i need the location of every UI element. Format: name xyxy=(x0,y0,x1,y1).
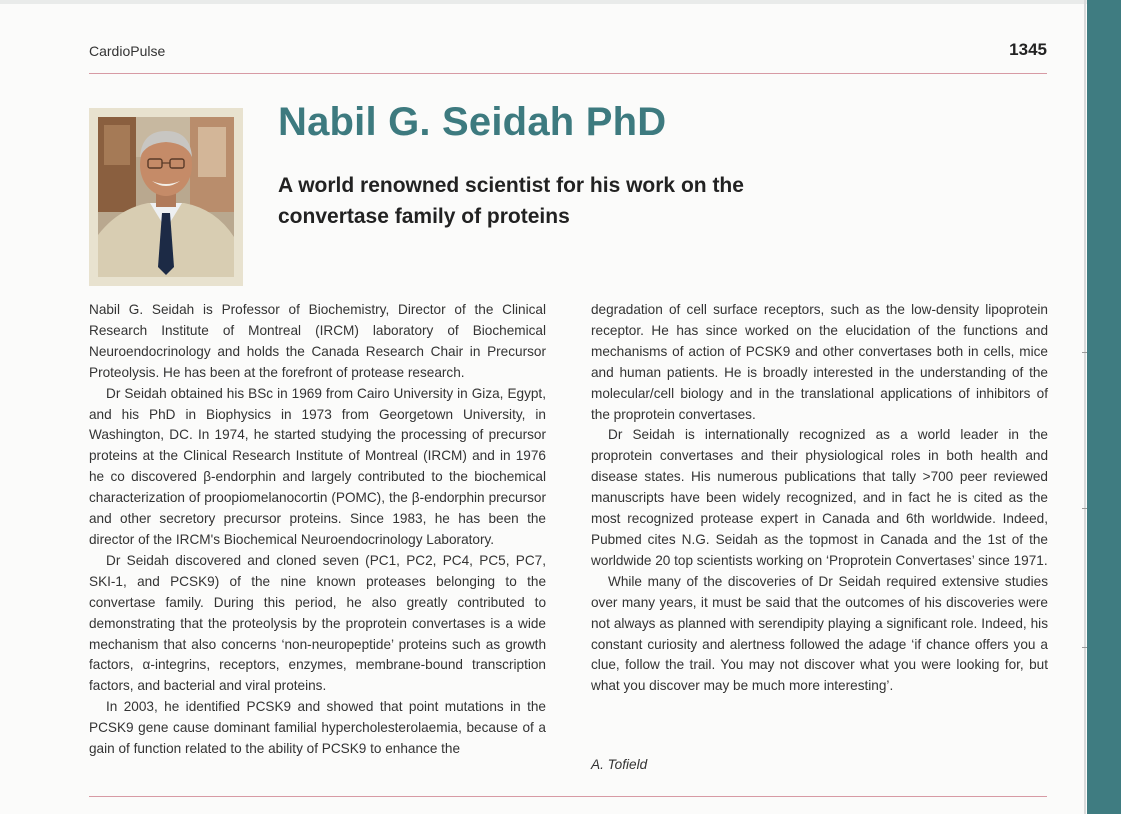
paragraph: Dr Seidah obtained his BSc in 1969 from Cairo University in Giza, Egypt, and his PhD in Biophysics in 1973 from Georgetown University, in Washington, DC. In 1974, he started studying the processing of precursor proteins at the Clinical Research Institute of Montreal (IRCM) and in 1976 he co discovered β-endorphin and largely contributed to the biochemical characterization of proopiomelanocortin (POMC), the β-endorphin precursor and other secretory precursor proteins. Since 1983, he has been the director of the IRCM's Biochemical Neuroendocrinology Laboratory. xyxy=(89,385,546,547)
subtitle-line-2: convertase family of proteins xyxy=(278,205,570,228)
article-title: Nabil G. Seidah PhD xyxy=(278,100,667,144)
left-column xyxy=(89,300,546,760)
paragraph: Dr Seidah is internationally recognized as a world leader in the proprotein convertases and their physiological roles in both health and disease states. His numerous publications that tally >700 peer reviewed manuscripts have been widely recognized, and in fact he is cited as the most recognized protease expert in Canada and 6th worldwide. Indeed, Pubmed cites N.G. Seidah as the topmost in Canada and the 1st of the worldwide 20 top scientists working on ‘Proprotein Convertases’ since 1971. xyxy=(591,427,1048,568)
author-signature: A. Tofield xyxy=(591,757,648,772)
header-rule xyxy=(89,73,1047,74)
right-column xyxy=(591,300,1048,697)
top-edge xyxy=(0,0,1121,4)
running-head: CardioPulse xyxy=(89,43,166,59)
paragraph: While many of the discoveries of Dr Seidah required extensive studies over many years, it must be said that the outcomes of his discoveries were not always as planned with serendipity playing a significant role. Indeed, his constant curiosity and alertness followed the adage ‘if chance offers you a clue, follow the trail. You may not discover what you were looking for, but what you discover may be much more interesting’. xyxy=(591,573,1048,694)
article-subtitle xyxy=(278,170,878,232)
page-edge-line xyxy=(1084,0,1086,814)
portrait-image xyxy=(98,117,234,277)
subtitle-line-1: A world renowned scientist for his work on the xyxy=(278,174,744,197)
footer-rule xyxy=(89,796,1047,797)
paragraph: Dr Seidah discovered and cloned seven (PC1, PC2, PC4, PC5, PC7, SKI-1, and PCSK9) of the nine known proteases belonging to the convertase family. During this period, he also greatly contributed to demonstrating that the proteolysis by the proprotein convertases is a wide mechanism that also concerns ‘non-neuropeptide’ proteins such as growth factors, α-integrins, receptors, enzymes, membrane-bound transcription factors, and bacterial and viral proteins. xyxy=(89,552,546,694)
paragraph: Nabil G. Seidah is Professor of Biochemistry, Director of the Clinical Research Institute of Montreal (IRCM) laboratory of Biochemical Neuroendocrinology and holds the Canada Research Chair in Precursor Proteolysis. He has been at the forefront of protease research. xyxy=(89,302,546,380)
paragraph: In 2003, he identified PCSK9 and showed that point mutations in the PCSK9 gene cause dominant familial hypercholesterolaemia, because of a gain of function related to the ability of PCSK9 to enhance the xyxy=(89,699,546,757)
side-color-strip xyxy=(1087,0,1121,814)
page-number: 1345 xyxy=(1009,40,1047,59)
author-photo xyxy=(89,108,243,286)
paragraph: degradation of cell surface receptors, such as the low-density lipoprotein receptor. He has since worked on the elucidation of the functions and mechanisms of action of PCSK9 and other convertases both in cells, mice and human patients. He is broadly interested in the understanding of the molecular/cell biology and in the translational applications of inhibitors of the proprotein convertases. xyxy=(591,302,1048,422)
